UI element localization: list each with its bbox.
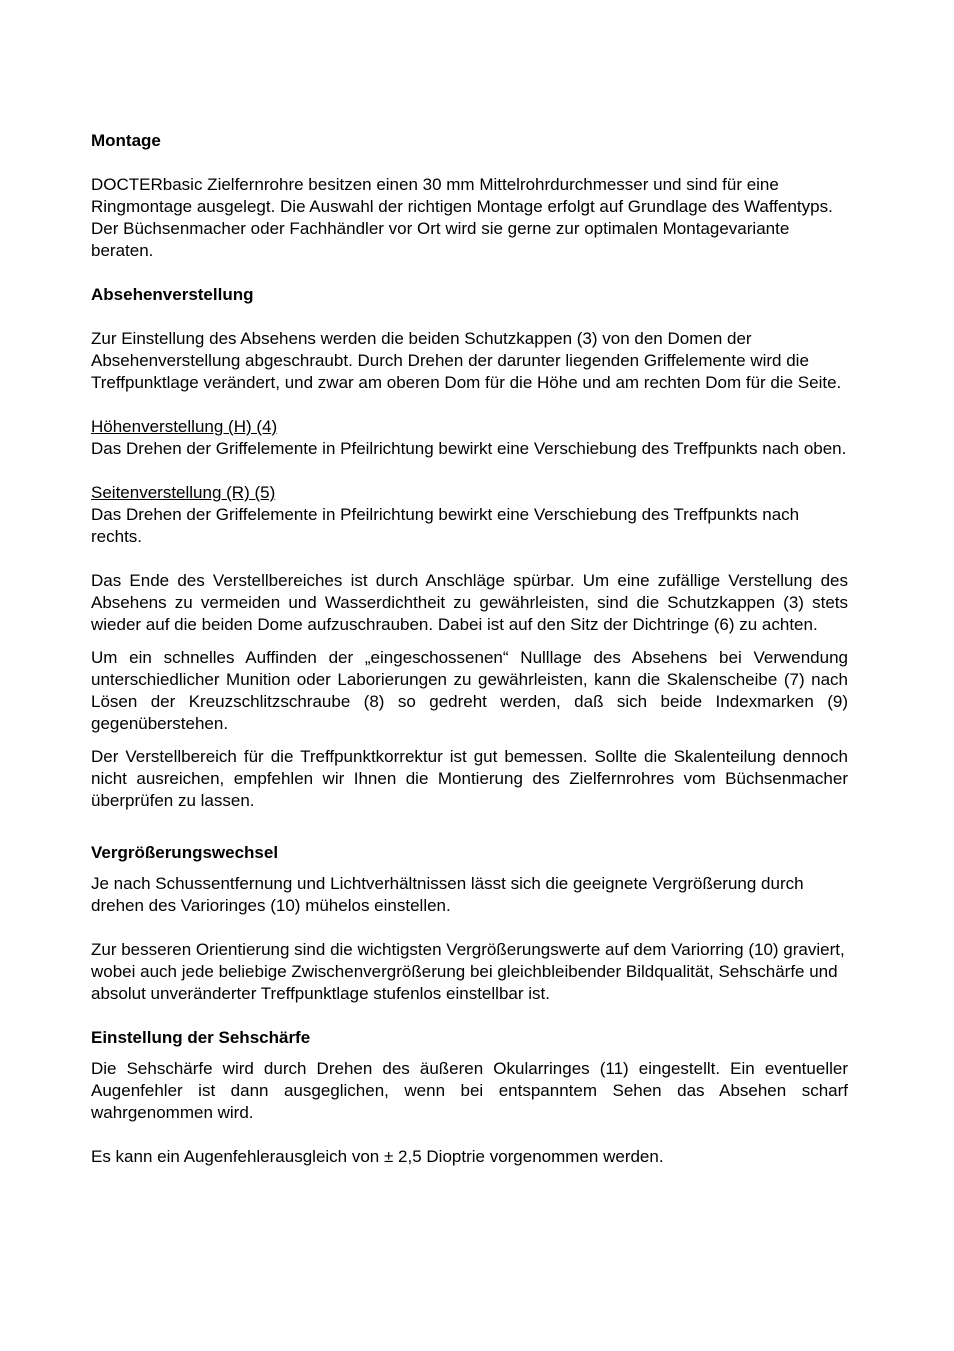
hoehenverstellung-block: [91, 416, 848, 460]
heading-vergroesserungswechsel: Vergrößerungswechsel: [91, 843, 279, 862]
absehen-intro-paragraph: Zur Einstellung des Absehens werden die beiden Schutzkappen (3) von den Domen der Absehenverstellung abgeschraubt. Durch Drehen der darunter liegenden Griffelemente wird die Treffpunktlage verändert, und zwar am oberen Dom für die Höhe und am rechten Dom für die Seite.: [91, 329, 842, 392]
verstellbereich-ende-paragraph: Das Ende des Verstellbereiches ist durch Anschläge spürbar. Um eine zufällige Verstellung des Absehens zu vermeiden und Wasserdichtheit zu gewährleisten, sind die Schutzkappen (3) stets wieder auf die beiden Dome aufzuschrauben. Dabei ist auf den Sitz der Dichtringe (6) zu achten.: [91, 571, 848, 634]
hoehenverstellung-label: Höhenverstellung (H) (4): [91, 417, 278, 436]
sehschaerfe-paragraph-2: Es kann ein Augenfehlerausgleich von ± 2,5 Dioptrie vorgenommen werden.: [91, 1147, 664, 1166]
vergroesserung-paragraph-1: Je nach Schussentfernung und Lichtverhältnissen lässt sich die geeignete Vergrößerung durch drehen des Varioringes (10) mühelos einstellen.: [91, 874, 804, 915]
montage-paragraph: DOCTERbasic Zielfernrohre besitzen einen 30 mm Mittelrohrdurchmesser und sind für eine Ringmontage ausgelegt. Die Auswahl der richtigen Montage erfolgt auf Grundlage des Waffentyps. Der Büchsenmacher oder Fachhändler vor Ort wird sie gerne zur optimalen Montagevariante beraten.: [91, 175, 833, 260]
heading-sehschaerfe: Einstellung der Sehschärfe: [91, 1028, 311, 1047]
vergroesserung-paragraph-2: Zur besseren Orientierung sind die wichtigsten Vergrößerungswerte auf dem Variorring (10) graviert, wobei auch jede beliebige Zwischenvergrößerung bei gleichbleibender Bildqualität, Sehschärfe und absolut unveränderter Treffpunktlage stufenlos einstellbar ist.: [91, 940, 845, 1003]
seitenverstellung-block: [91, 482, 848, 548]
seitenverstellung-label: Seitenverstellung (R) (5): [91, 483, 276, 502]
seitenverstellung-text: Das Drehen der Griffelemente in Pfeilrichtung bewirkt eine Verschiebung des Treffpunkts nach rechts.: [91, 505, 800, 546]
nulllage-paragraph: Um ein schnelles Auffinden der „eingeschossenen“ Nulllage des Absehens bei Verwendung unterschiedlicher Munition oder Laborierungen zu gewährleisten, kann die Skalenscheibe (7) nach Lösen der Kreuzschlitzschraube (8) so gedreht werden, daß sich beide Indexmarken (9) gegenüberstehen.: [91, 648, 848, 733]
heading-absehenverstellung: Absehenverstellung: [91, 285, 254, 304]
document-page: [91, 130, 848, 1168]
hoehenverstellung-text: Das Drehen der Griffelemente in Pfeilrichtung bewirkt eine Verschiebung des Treffpunkts nach oben.: [91, 439, 847, 458]
treffpunktkorrektur-paragraph: Der Verstellbereich für die Treffpunktkorrektur ist gut bemessen. Sollte die Skalenteilung dennoch nicht ausreichen, empfehlen wir Ihnen die Montierung des Zielfernrohres vom Büchsenmacher überprüfen zu lassen.: [91, 747, 848, 810]
heading-montage: Montage: [91, 131, 161, 150]
sehschaerfe-paragraph-1: Die Sehschärfe wird durch Drehen des äußeren Okularringes (11) eingestellt. Ein eventueller Augenfehler ist dann ausgeglichen, wenn bei entspanntem Sehen das Absehen scharf wahrgenommen wird.: [91, 1059, 848, 1122]
